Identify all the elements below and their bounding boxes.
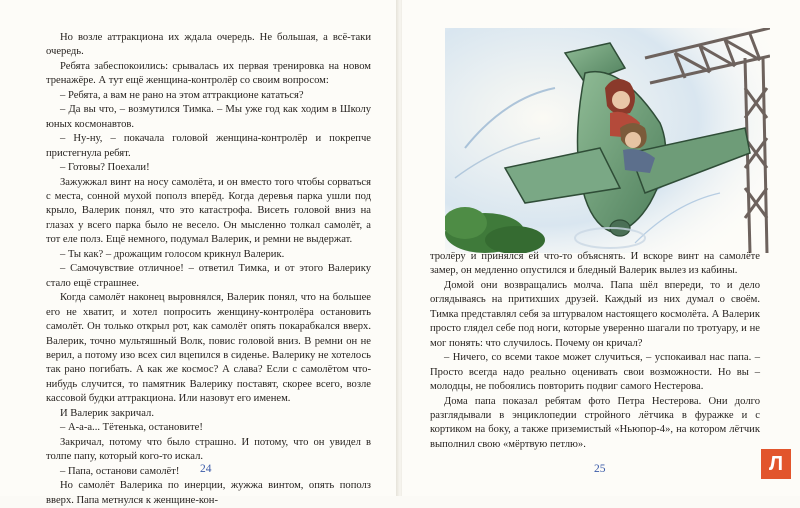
page-number-left: 24 <box>200 463 212 475</box>
left-page <box>0 0 398 506</box>
left-page-text <box>46 31 371 508</box>
left-paragraph: – Ты как? – дрожащим голосом крикнул Валерик. <box>60 248 285 260</box>
left-paragraph: Когда самолёт наконец выровнялся, Валерик понял, что на большее его не хватит, и хотел попросить женщину-контролёра остановить самолёт. Он только открыл рот, как самолёт опять покарабкался вверх. Валерик, точно мультяшный Волк, повис головой вниз. В ремни он не верил, а потому изо всех сил вцепился в сиденье. Валерику не хотелось так рано погибать. А как же космос? А слава? Если с самолётом что-нибудь случится, то памятник Валерику поставят, скорее всего, возле кассовой будки аттракциона. Или назовут его именем. <box>46 292 371 405</box>
right-paragraph: Домой они возвращались молча. Папа шёл впереди, то и дело оглядываясь на притихших друзей. Каждый из них думал о своём. Тимка представлял себя за штурвалом настоящего космолёта. А Валерик просто глядел себе под ноги, которые уверенно шагали по тротуару, и не мог понять: что случилось. Почему он кричал? <box>430 279 760 349</box>
left-paragraph: Закричал, потому что было страшно. И потому, что он увидел в толпе папу, который кого-то искал. <box>46 436 371 463</box>
left-paragraph: – Папа, останови самолёт! <box>60 465 180 477</box>
left-paragraph: – Да вы что, – возмутился Тимка. – Мы уже год как ходим в Школу юных космонавтов. <box>46 104 371 130</box>
tree-foliage <box>445 207 487 239</box>
left-paragraph: Но самолёт Валерика по инерции, жужжа винтом, опять пополз вверх. Папа метнулся к женщине-кон- <box>46 480 371 506</box>
airplane-ride-illustration <box>445 28 770 253</box>
left-paragraph: – А-а-а... Тётенька, остановите! <box>60 422 203 434</box>
left-paragraph: И Валерик закричал. <box>60 407 154 419</box>
right-paragraph: тролёру и принялся ей что-то объяснять. И вскоре винт на самолёте замер, он медленно опустился и бледный Валерик вылез из кабины. <box>430 251 760 277</box>
left-paragraph: Но возле аттракциона их ждала очередь. Не большая, а всё-таки очередь. <box>46 32 371 58</box>
left-paragraph: – Ребята, а вам не рано на этом аттракционе кататься? <box>60 89 304 101</box>
left-paragraph: Зажужжал винт на носу самолёта, и он вместо того чтобы сорваться с места, сонной мухой пополз вперёд. Когда деревья парка ушли под крыло, Валерик понял, что это катастрофа. Висеть головой вниз на глазах у всего парка было не весело. Он мысленно толкал самолёт, а тот еле полз. Ещё немного, подумал Валерик, и ремни не выдержат. <box>46 176 371 246</box>
left-paragraph: – Самочувствие отличное! – ответил Тимка, и от этого Валерику стало ещё страшнее. <box>46 263 371 289</box>
page-number-right: 25 <box>594 463 606 475</box>
left-paragraph: Ребята забеспокоились: срывалась их первая тренировка на новом тренажёре. А тут ещё женщина-контролёр со своим вопросом: <box>46 60 371 87</box>
left-paragraph: – Ну-ну, – покачала головой женщина-контролёр и покрепче пристегнула ребят. <box>46 133 371 159</box>
left-paragraph: – Готовы? Поехали! <box>60 162 150 174</box>
right-paragraph: Дома папа показал ребятам фото Петра Нестерова. Они долго разглядывали в энциклопедии стройного лётчика в фуражке и с кортиком на боку, а также приземистый «Ньюпор-4», на котором лётчик выполнил свою «мёртвую петлю». <box>430 395 760 450</box>
right-paragraph: – Ничего, со всеми такое может случиться, – успокаивал нас папа. – Просто всегда надо реально оценивать свои возможности. Но вы – молодцы, не побоялись повторить подвиг самого Нестерова. <box>430 352 760 393</box>
right-page-text <box>430 250 760 452</box>
tree-foliage <box>485 226 545 253</box>
publisher-logo: Л <box>761 449 791 479</box>
